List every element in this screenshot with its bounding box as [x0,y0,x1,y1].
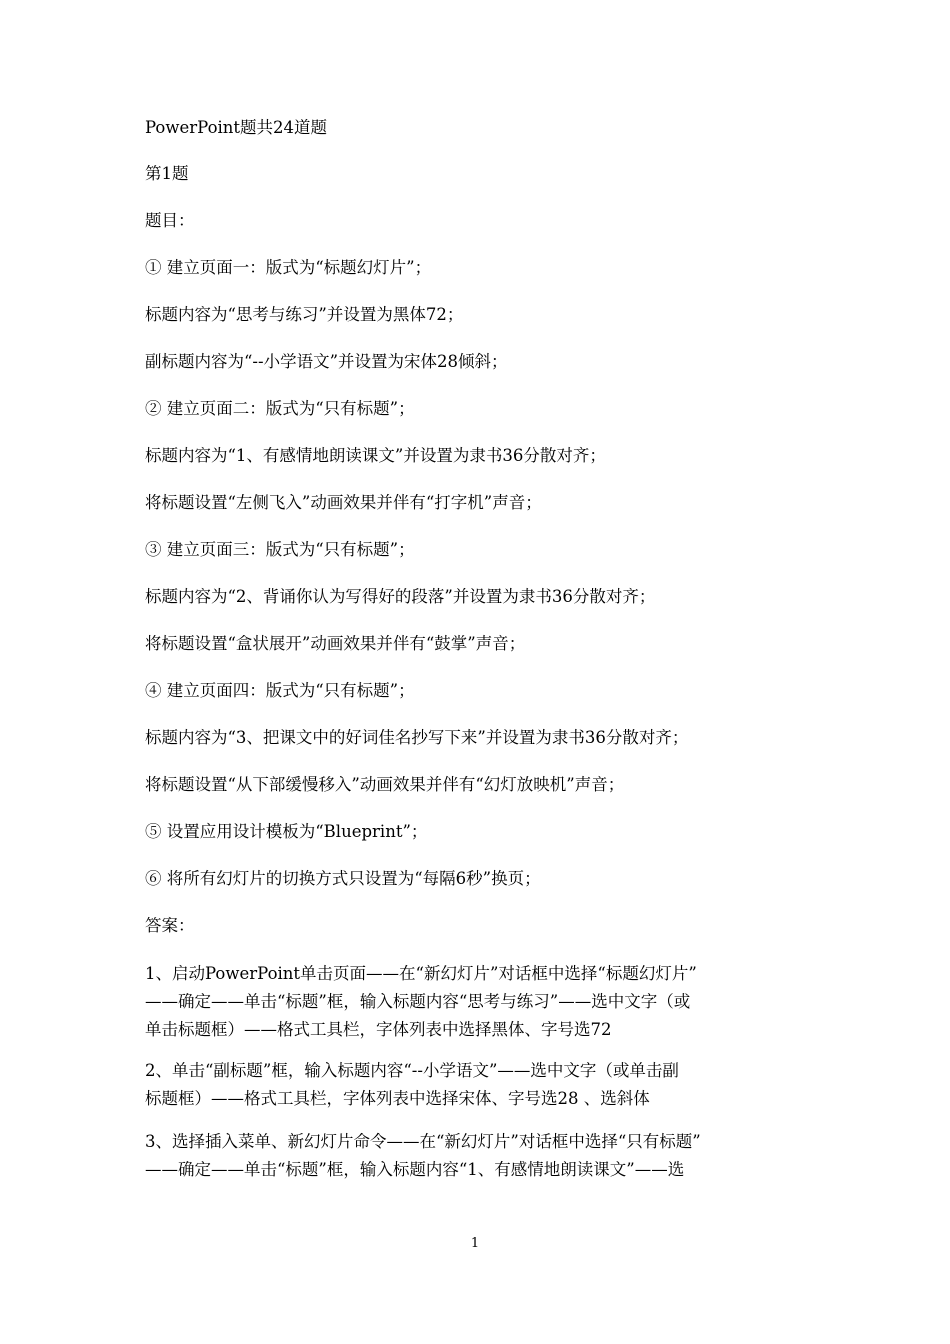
answer-paragraph-2 [145,1057,815,1113]
answer-line: 2、单击“副标题”框，输入标题内容“--小学语文”——选中文字（或单击副 [145,1061,679,1080]
question-text-line: 将标题设置“盒状展开”动画效果并伴有“鼓掌”声音； [145,634,526,653]
question-text-line: 副标题内容为“--小学语文”并设置为宋体28倾斜； [145,352,508,371]
answer-label: 答案： [145,916,195,935]
answer-line: 单击标题框）——格式工具栏，字体列表中选择黑体、字号选72 [145,1020,612,1039]
answer-line: ——确定——单击“标题”框，输入标题内容“1、有感情地朗读课文”——选 [145,1160,685,1179]
question-item-6: ⑥ 将所有幻灯片的切换方式只设置为“每隔6秒”换页； [145,869,541,888]
page-number: 1 [470,1236,480,1251]
document-title: PowerPoint题共24道题 [145,118,328,137]
answer-line: ——确定——单击“标题”框，输入标题内容“思考与练习”——选中文字（或 [145,992,691,1011]
question-item-4: ④ 建立页面四：版式为“只有标题”； [145,681,415,700]
answer-line: 标题框）——格式工具栏，字体列表中选择宋体、字号选28 、选斜体 [145,1089,650,1108]
question-item-1: ① 建立页面一：版式为“标题幻灯片”； [145,258,432,277]
question-text-line: 标题内容为“1、有感情地朗读课文”并设置为隶书36分散对齐； [145,446,606,465]
question-text-line: 标题内容为“思考与练习”并设置为黑体72； [145,305,464,324]
question-item-3: ③ 建立页面三：版式为“只有标题”； [145,540,415,559]
answer-paragraph-1 [145,960,815,1044]
question-text-line: 标题内容为“3、把课文中的好词佳名抄写下来”并设置为隶书36分散对齐； [145,728,689,747]
question-item-5: ⑤ 设置应用设计模板为“Blueprint”； [145,822,428,841]
answer-paragraph-3 [145,1128,815,1184]
question-item-2: ② 建立页面二：版式为“只有标题”； [145,399,415,418]
question-text-line: 标题内容为“2、背诵你认为写得好的段落”并设置为隶书36分散对齐； [145,587,656,606]
question-heading: 第1题 [145,164,189,183]
question-text-line: 将标题设置“从下部缓慢移入”动画效果并伴有“幻灯放映机”声音； [145,775,625,794]
question-text-line: 将标题设置“左侧飞入”动画效果并伴有“打字机”声音； [145,493,542,512]
question-label: 题目： [145,211,195,230]
answer-line: 3、选择插入菜单、新幻灯片命令——在“新幻灯片”对话框中选择“只有标题” [145,1132,701,1151]
answer-line: 1、启动PowerPoint单击页面——在“新幻灯片”对话框中选择“标题幻灯片” [145,964,697,983]
